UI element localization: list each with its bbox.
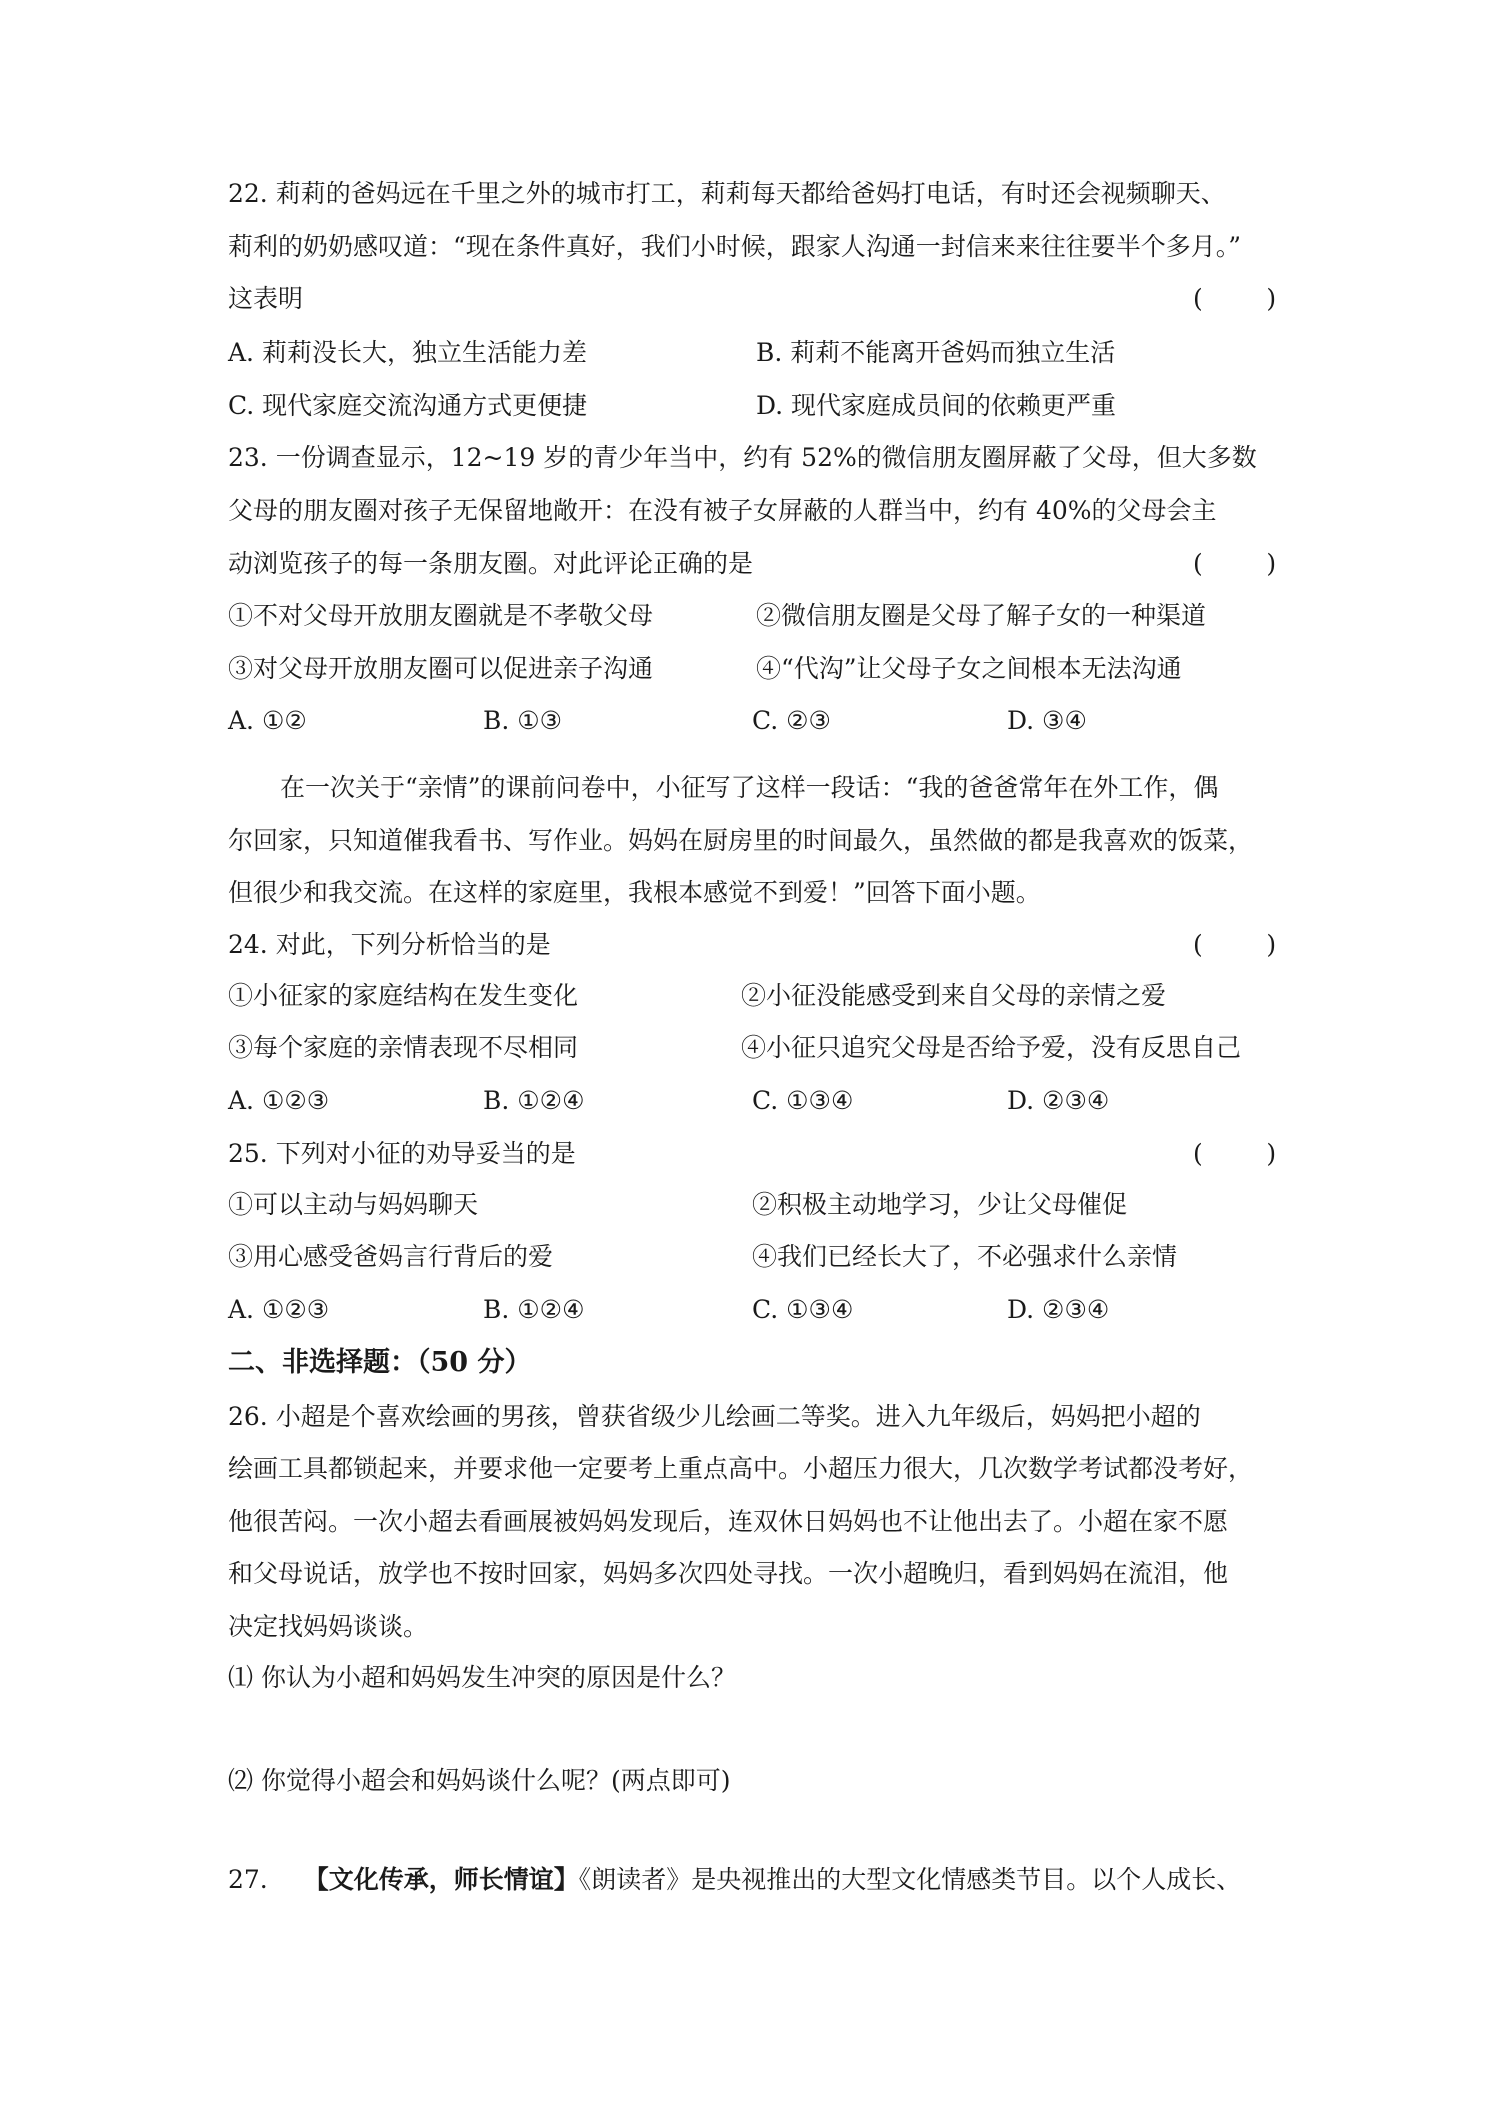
q24-statement-1: ①小征家的家庭结构在发生变化 [228, 981, 579, 1010]
q23-statement-4: ④“代沟”让父母子女之间根本无法沟通 [756, 654, 1182, 683]
q27-line-1 [228, 1863, 1266, 1897]
q23-answer-paren: ( ) [1193, 549, 1277, 578]
q26-line-3: 他很苦闷。一次小超去看画展被妈妈发现后，连双休日妈妈也不让他出去了。小超在家不愿 [228, 1507, 1229, 1536]
q26-line-1: 26. 小超是个喜欢绘画的男孩，曾获省级少儿绘画二等奖。进入九年级后，妈妈把小超的 [228, 1402, 1201, 1431]
q27-number: 27. [228, 1865, 268, 1894]
q22-answer-paren: ( ) [1193, 284, 1277, 313]
q23-statement-3: ③对父母开放朋友圈可以促进亲子沟通 [228, 654, 654, 683]
passage-line-2: 尔回家，只知道催我看书、写作业。妈妈在厨房里的时间最久，虽然做的都是我喜欢的饭菜， [228, 826, 1254, 855]
q25-option-a: A. ①②③ [228, 1295, 330, 1324]
q26-sub-question-2: ⑵ 你觉得小超会和妈妈谈什么呢？(两点即可) [228, 1766, 731, 1795]
q25-stem: 25. 下列对小征的劝导妥当的是 [228, 1139, 576, 1168]
q25-option-b: B. ①②④ [483, 1295, 585, 1324]
q25-option-d: D. ②③④ [1007, 1295, 1110, 1324]
q25-statement-4: ④我们已经长大了，不必强求什么亲情 [752, 1242, 1178, 1271]
q25-answer-paren: ( ) [1193, 1139, 1277, 1168]
q26-line-2: 绘画工具都锁起来，并要求他一定要考上重点高中。小超压力很大，几次数学考试都没考好， [228, 1454, 1254, 1483]
q26-line-4: 和父母说话，放学也不按时回家，妈妈多次四处寻找。一次小超晚归，看到妈妈在流泪，他 [228, 1559, 1229, 1588]
q25-option-c: C. ①③④ [752, 1295, 854, 1324]
q24-option-d: D. ②③④ [1007, 1086, 1110, 1115]
q23-statement-1: ①不对父母开放朋友圈就是不孝敬父母 [228, 601, 654, 630]
q24-option-a: A. ①②③ [228, 1086, 330, 1115]
q23-option-d: D. ③④ [1007, 706, 1087, 735]
q22-line-2: 莉利的奶奶感叹道：“现在条件真好，我们小时候，跟家人沟通一封信来来往往要半个多月。” [228, 232, 1242, 261]
q22-line-1: 22. 莉莉的爸妈远在千里之外的城市打工，莉莉每天都给爸妈打电话，有时还会视频聊天、 [228, 179, 1226, 208]
q23-line-1: 23. 一份调查显示，12~19 岁的青少年当中，约有 52%的微信朋友圈屏蔽了父母，但大多数 [228, 443, 1257, 472]
q25-statement-1: ①可以主动与妈妈聊天 [228, 1190, 479, 1219]
q24-statement-3: ③每个家庭的亲情表现不尽相同 [228, 1033, 579, 1062]
q22-option-b: B. 莉莉不能离开爸妈而独立生活 [756, 338, 1116, 367]
q22-line-3: 这表明 [228, 284, 304, 313]
q26-sub-question-1: ⑴ 你认为小超和妈妈发生冲突的原因是什么？ [228, 1663, 736, 1692]
q25-statement-2: ②积极主动地学习，少让父母催促 [752, 1190, 1128, 1219]
q24-option-c: C. ①③④ [752, 1086, 854, 1115]
q24-stem: 24. 对此，下列分析恰当的是 [228, 930, 551, 959]
q23-line-3: 动浏览孩子的每一条朋友圈。对此评论正确的是 [228, 549, 754, 578]
q23-line-2: 父母的朋友圈对孩子无保留地敞开：在没有被子女屏蔽的人群当中，约有 40%的父母会主 [228, 496, 1217, 525]
q22-option-c: C. 现代家庭交流沟通方式更便捷 [228, 391, 588, 420]
q24-statement-4: ④小征只追究父母是否给予爱，没有反思自己 [741, 1033, 1242, 1062]
q27-topic-bold: 【文化传承，师长情谊】 [303, 1865, 579, 1894]
q24-option-b: B. ①②④ [483, 1086, 585, 1115]
q23-option-a: A. ①② [228, 706, 307, 735]
q22-option-d: D. 现代家庭成员间的依赖更严重 [756, 391, 1117, 420]
q22-option-a: A. 莉莉没长大，独立生活能力差 [228, 338, 587, 367]
q24-statement-2: ②小征没能感受到来自父母的亲情之爱 [741, 981, 1167, 1010]
q25-statement-3: ③用心感受爸妈言行背后的爱 [228, 1242, 554, 1271]
q23-option-c: C. ②③ [752, 706, 831, 735]
q23-statement-2: ②微信朋友圈是父母了解子女的一种渠道 [756, 601, 1207, 630]
passage-line-1: 在一次关于“亲情”的课前问卷中，小征写了这样一段话：“我的爸爸常年在外工作，偶 [280, 773, 1219, 802]
passage-line-3: 但很少和我交流。在这样的家庭里，我根本感觉不到爱！”回答下面小题。 [228, 878, 1041, 907]
q23-option-b: B. ①③ [483, 706, 563, 735]
section-2-heading: 二、非选择题：（50 分） [228, 1347, 532, 1378]
q26-line-5: 决定找妈妈谈谈。 [228, 1612, 429, 1641]
q24-answer-paren: ( ) [1193, 930, 1277, 959]
q27-text: 《朗读者》是央视推出的大型文化情感类节目。以个人成长、 [578, 1865, 1242, 1894]
